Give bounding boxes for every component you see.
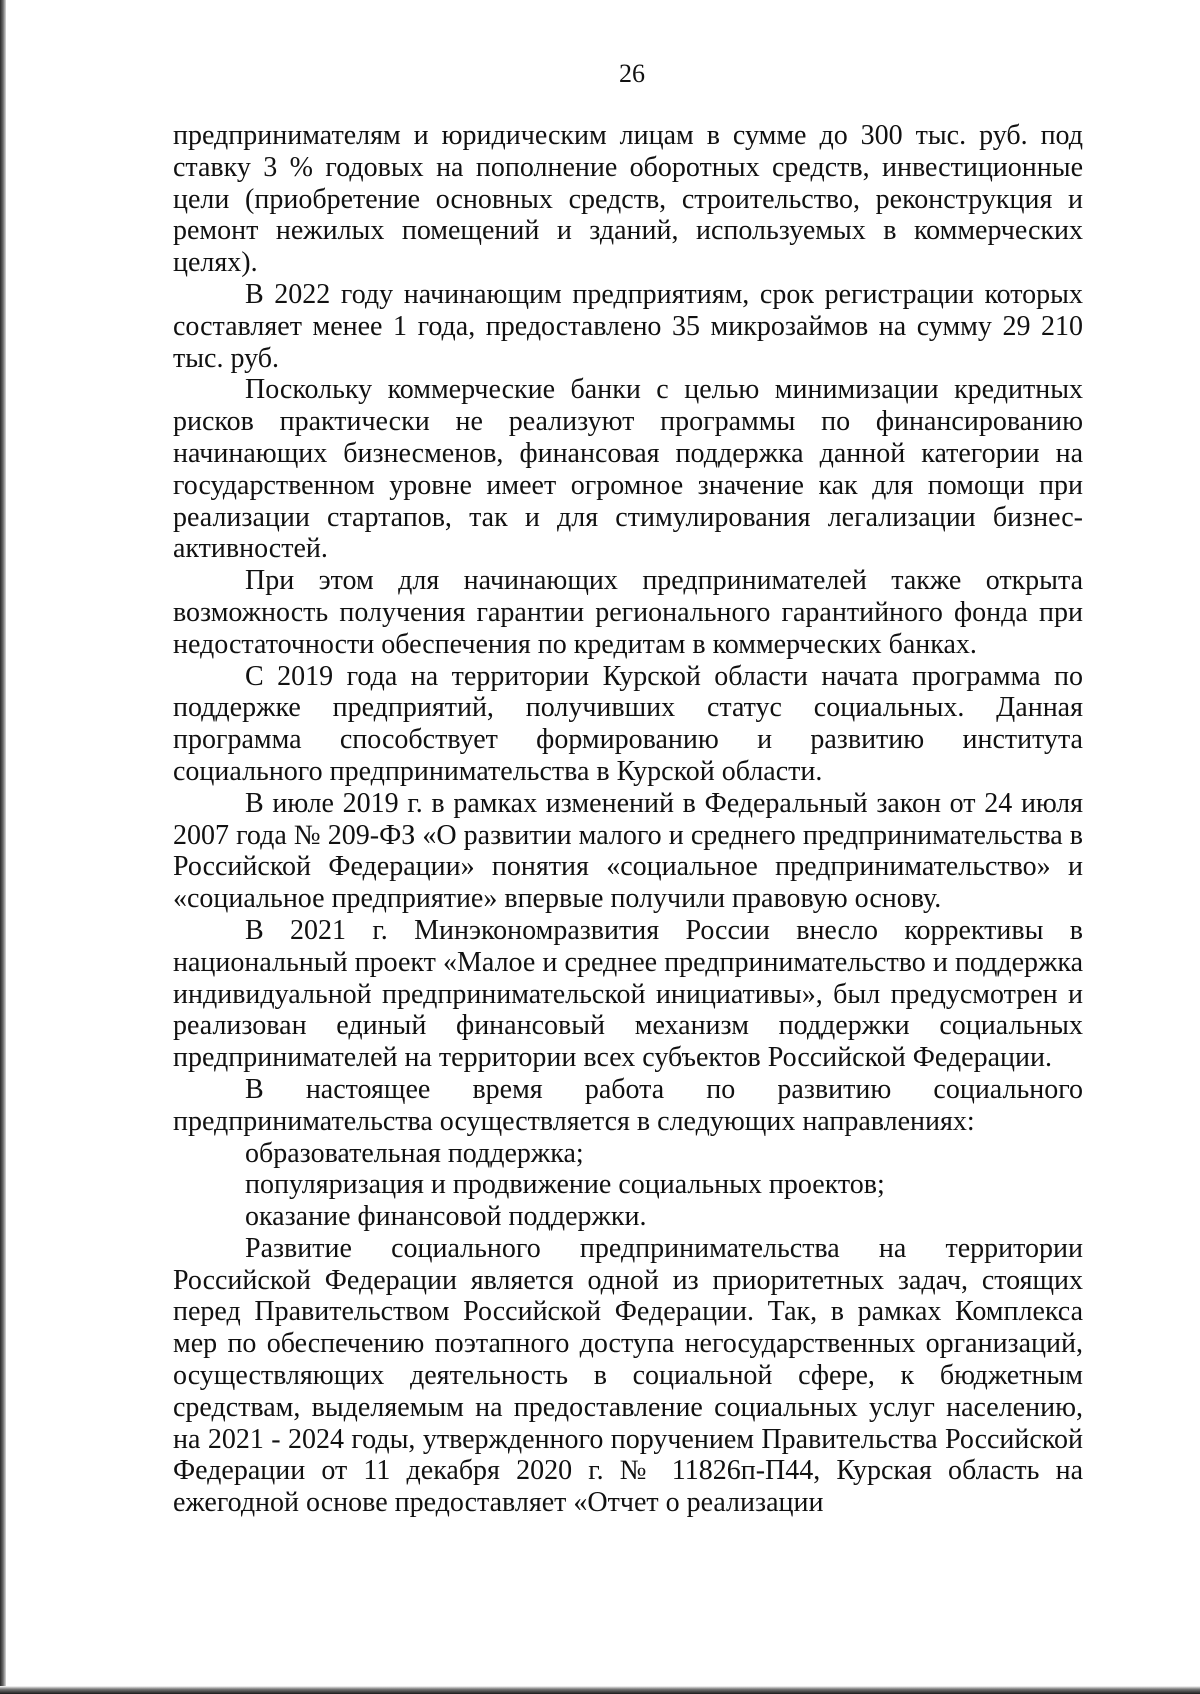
document-body [173, 120, 1083, 1519]
paragraph-banks: Поскольку коммерческие банки с целью минимизации кредитных рисков практически не реализуют программы по финансированию начинающих бизнесменов, финансовая поддержка данной категории на государственном уровне имеет огромное значение как для помощи при реализации стартапов, так и для стимулирования легализации бизнес-активностей. [173, 374, 1083, 565]
paragraph-program-2019: С 2019 года на территории Курской области начата программа по поддержке предприятий, получивших статус социальных. Данная программа способствует формированию и развитию института социального предпринимательства в Курской области. [173, 660, 1083, 787]
paragraph-continuation: предпринимателям и юридическим лицам в сумме до 300 тыс. руб. под ставку 3 % годовых на пополнение оборотных средств, инвестиционные цели (приобретение основных средств, строительство, реконструкция и ремонт нежилых помещений и зданий, используемых в коммерческих целях). [173, 120, 1083, 279]
list-item-education: образовательная поддержка; [245, 1137, 584, 1169]
scan-edge-left [0, 0, 6, 1694]
paragraph-guarantee-fund: При этом для начинающих предпринимателей также открыта возможность получения гарантии регионального гарантийного фонда при недостаточности обеспечения по кредитам в коммерческих банках. [173, 565, 1083, 660]
paragraph-closing: Развитие социального предпринимательства на территории Российской Федерации является одной из приоритетных задач, стоящих перед Правительством Российской Федерации. Так, в рамках Комплекса мер по обеспечению поэтапного доступа негосударственных организаций, осуществляющих деятельность в социальной сфере, к бюджетным средствам, выделяемым на предоставление социальных услуг населению, на 2021 - 2024 годы, утвержденного поручением Правительства Российской Федерации от 11 декабря 2020 г. № 11826п-П44, Курская область на ежегодной основе предоставляет «Отчет о реализации [173, 1232, 1083, 1519]
scan-edge-bottom [0, 1686, 1200, 1694]
list-item-popularization: популяризация и продвижение социальных проектов; [245, 1169, 885, 1201]
list-item-financial: оказание финансовой поддержки. [245, 1201, 647, 1233]
paragraph-directions: В настоящее время работа по развитию социального предпринимательства осуществляется в следующих направлениях: [173, 1073, 1083, 1137]
paragraph-federal-law: В июле 2019 г. в рамках изменений в Федеральный закон от 24 июля 2007 года № 209-ФЗ «О развитии малого и среднего предпринимательства в Российской Федерации» понятия «социальное предпринимательство» и «социальное предприятие» впервые получили правовую основу. [173, 787, 1083, 915]
paragraph-microloans: В 2022 году начинающим предприятиям, срок регистрации которых составляет менее 1 года, предоставлено 35 микрозаймов на сумму 29 210 тыс. руб. [173, 278, 1083, 374]
paragraph-ministry-2021: В 2021 г. Минэкономразвития России внесло коррективы в национальный проект «Малое и среднее предпринимательство и поддержка индивидуальной предпринимательской инициативы», был предусмотрен и реализован единый финансовый механизм поддержки социальных предпринимателей на территории всех субъектов Российской Федерации. [173, 914, 1083, 1074]
page-number: 26 [619, 59, 645, 88]
